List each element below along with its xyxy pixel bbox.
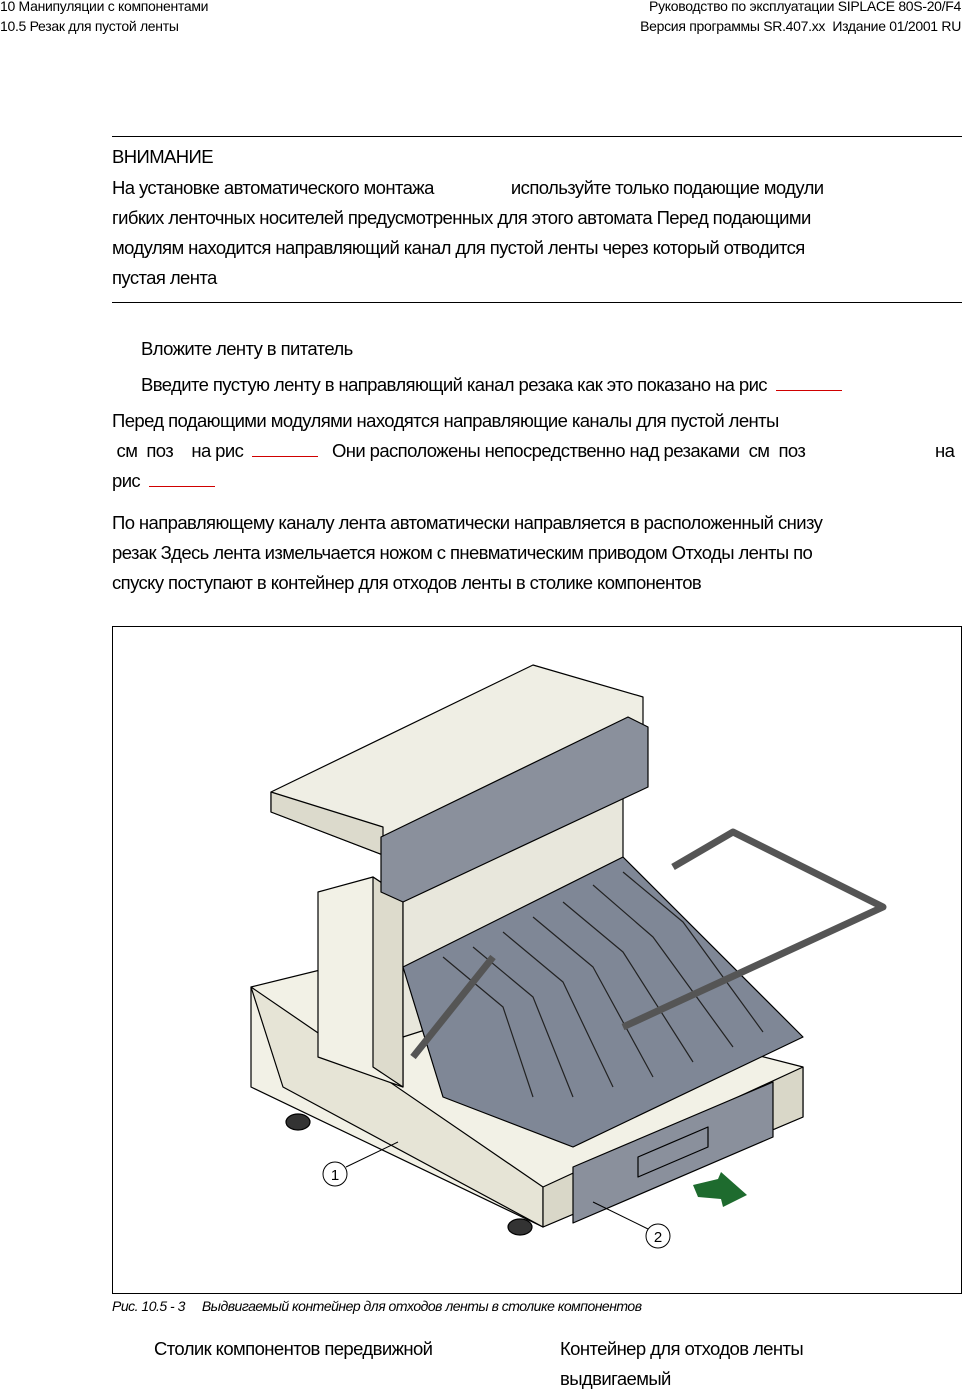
header-chapter: 10 Манипуляции с компонентами	[0, 0, 209, 14]
figure-reference-link[interactable]	[149, 485, 215, 487]
pull-direction-arrow-icon	[693, 1172, 747, 1207]
legend-item-2: Контейнер для отходов ленты	[560, 1338, 804, 1359]
header-manual: Руководство по эксплуатации SIPLACE 80S-20/F4	[649, 0, 961, 14]
paragraph1-line: Перед подающими модулями находятся направляющие каналы для пустой ленты	[112, 410, 779, 431]
step-1: Вложите ленту в питатель	[141, 338, 353, 359]
ref-text: см поз на рис	[112, 440, 244, 461]
ref-text: рис	[112, 470, 141, 491]
attention-line: гибких ленточных носителей предусмотренных для этого автомата Перед подающими	[112, 207, 811, 228]
legend-item-1: Столик компонентов передвижной	[154, 1338, 433, 1359]
figure-reference-link[interactable]	[776, 389, 842, 391]
figure-frame	[112, 626, 962, 1294]
version-value: SR.407.xx	[763, 18, 826, 34]
component-cart-illustration	[113, 627, 961, 1293]
edition-value: 01/2001 RU	[889, 18, 961, 34]
figure-reference-link[interactable]	[252, 455, 318, 457]
paragraph1-line	[112, 440, 805, 462]
paragraph2-line: По направляющему каналу лента автоматически направляется в расположенный снизу	[112, 512, 823, 533]
paragraph1-na: на	[935, 440, 955, 461]
caption-text: Выдвигаемый контейнер для отходов ленты в столике компонентов	[201, 1298, 642, 1314]
step-2-text: Введите пустую ленту в направляющий канал резака как это показано на рис	[141, 374, 767, 395]
header-section: 10.5 Резак для пустой ленты	[0, 18, 179, 34]
caption-number: Рис. 10.5 - 3	[112, 1298, 185, 1314]
figure-caption	[112, 1298, 642, 1314]
attention-line: модулям находится направляющий канал для пустой ленты через который отводится	[112, 237, 805, 258]
legend-item-2-cont: выдвигаемый	[560, 1368, 671, 1389]
callout-2: 2	[653, 1229, 663, 1246]
header-version	[640, 18, 961, 34]
step-2	[141, 374, 842, 396]
version-label: Версия программы	[640, 18, 760, 34]
attention-title: ВНИМАНИЕ	[112, 146, 213, 167]
attention-top-rule	[112, 136, 962, 137]
attention-line: пустая лента	[112, 267, 217, 288]
callout-1: 1	[330, 1167, 340, 1184]
edition-label: Издание	[832, 18, 886, 34]
paragraph2-line: спуску поступают в контейнер для отходов ленты в столике компонентов	[112, 572, 702, 593]
paragraph1-line	[112, 470, 215, 492]
attention-bottom-rule	[112, 302, 962, 303]
paragraph2-line: резак Здесь лента измельчается ножом с пневматическим приводом Отходы ленты по	[112, 542, 813, 563]
ref-text: Они расположены непосредственно над резаками см поз	[331, 440, 806, 461]
attention-line: На установке автоматического монтажа используйте только подающие модули	[112, 177, 824, 198]
